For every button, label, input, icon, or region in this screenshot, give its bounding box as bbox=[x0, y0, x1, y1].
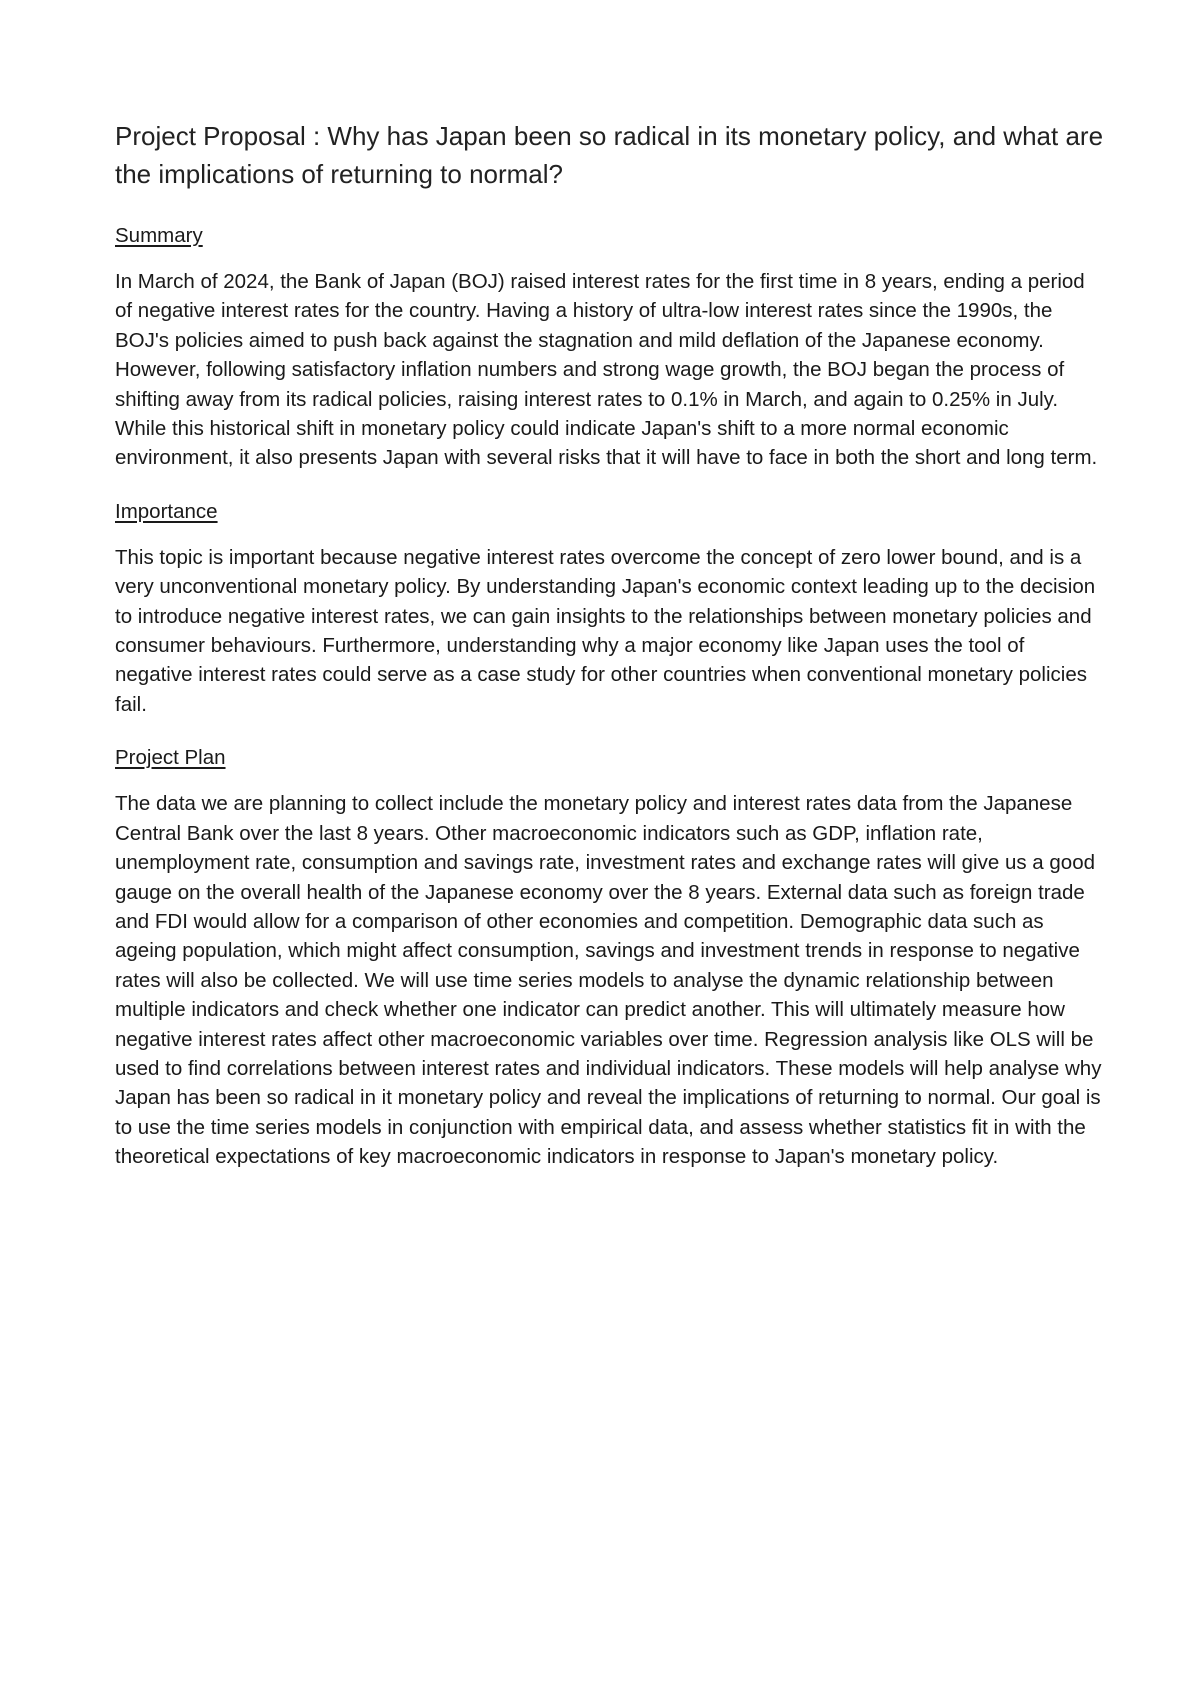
document-page bbox=[115, 117, 1105, 1196]
section-body-importance: This topic is important because negative interest rates overcome the concept of zero lower bound, and is a very unconventional monetary policy. By understanding Japan's economic context leading up to the decision to introduce negative interest rates, we can gain insights to the relationships between monetary policies and consumer behaviours. Furthermore, understanding why a major economy like Japan uses the tool of negative interest rates could serve as a case study for other countries when conventional monetary policies fail. bbox=[115, 545, 1096, 716]
document-title: Project Proposal : Why has Japan been so radical in its monetary policy, and what are the implications of returning to normal? bbox=[115, 121, 1104, 189]
section-project-plan bbox=[115, 743, 1105, 1171]
section-body-summary: In March of 2024, the Bank of Japan (BOJ) raised interest rates for the first time in 8 years, ending a period of negative interest rates for the country. Having a history of ultra-low interest rates since the 1990s, the BOJ's policies aimed to push back against the stagnation and mild deflation of the Japanese economy. However, following satisfactory inflation numbers and strong wage growth, the BOJ began the process of shifting away from its radical policies, raising interest rates to 0.1% in March, and again to 0.25% in July. While this historical shift in monetary policy could indicate Japan's shift to a more normal economic environment, it also presents Japan with several risks that it will have to face in both the short and long term. bbox=[115, 270, 1098, 470]
section-importance bbox=[115, 497, 1105, 719]
section-heading-project-plan: Project Plan bbox=[115, 746, 226, 770]
section-heading-importance: Importance bbox=[115, 499, 218, 523]
section-summary bbox=[115, 221, 1105, 473]
section-body-project-plan: The data we are planning to collect include the monetary policy and interest rates data from the Japanese Central Bank over the last 8 years. Other macroeconomic indicators such as GDP, inflation rate, unemployment rate, consumption and savings rate, investment rates and exchange rates will give us a good gauge on the overall health of the Japanese economy over the 8 years. External data such as foreign trade and FDI would allow for a comparison of other economies and competition. Demographic data such as ageing population, which might affect consumption, savings and investment trends in response to negative rates will also be collected. We will use time series models to analyse the dynamic relationship between multiple indicators and check whether one indicator can predict another. This will ultimately measure how negative interest rates affect other macroeconomic variables over time. Regression analysis like OLS will be used to find correlations between interest rates and individual indicators. These models will help analyse why Japan has been so radical in it monetary policy and reveal the implications of returning to normal. Our goal is to use the time series models in conjunction with empirical data, and assess whether statistics fit in with the theoretical expectations of key macroeconomic indicators in response to Japan's monetary policy. bbox=[115, 792, 1102, 1169]
section-heading-summary: Summary bbox=[115, 224, 203, 247]
